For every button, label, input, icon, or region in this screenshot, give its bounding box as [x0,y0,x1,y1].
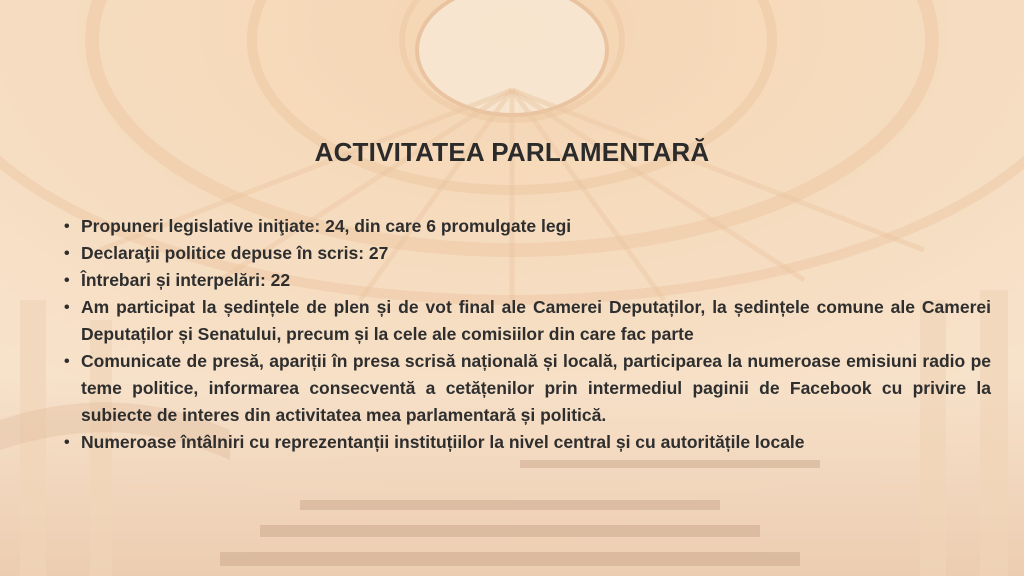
slide-title: ACTIVITATEA PARLAMENTARĂ [314,137,710,167]
bullet-icon: • [64,245,70,262]
list-item-text: Comunicate de presă, apariții în presa scrisă națională și locală, participarea la numeroase emisiuni radio pe teme politice, informarea consecventă a cetățenilor prin intermediul paginii de Facebook cu privire la subiecte de interes din activitatea mea parlamentară și politică. [81,351,991,425]
bullet-icon: • [64,353,70,370]
list-item [64,429,991,456]
activity-list [64,213,991,456]
bullet-icon: • [64,272,70,289]
list-item [64,267,991,294]
bullet-icon: • [64,434,70,451]
list-item-text: Întrebari și interpelări: 22 [81,270,291,290]
list-item-text: Propuneri legislative iniţiate: 24, din care 6 promulgate legi [81,216,572,236]
list-item [64,240,991,267]
bullet-icon: • [64,299,70,316]
list-item-text: Am participat la ședințele de plen și de vot final ale Camerei Deputaților, la ședințele comune ale Camerei Deputaților și Senatului, precum și la cele ale comisiilor din care fac parte [81,297,991,344]
list-item-text: Declaraţii politice depuse în scris: 27 [81,243,389,263]
bullet-icon: • [64,218,70,235]
list-item [64,348,991,429]
list-item-text: Numeroase întâlniri cu reprezentanții instituțiilor la nivel central și cu autoritățile locale [81,432,805,452]
list-item [64,213,991,240]
list-item [64,294,991,348]
